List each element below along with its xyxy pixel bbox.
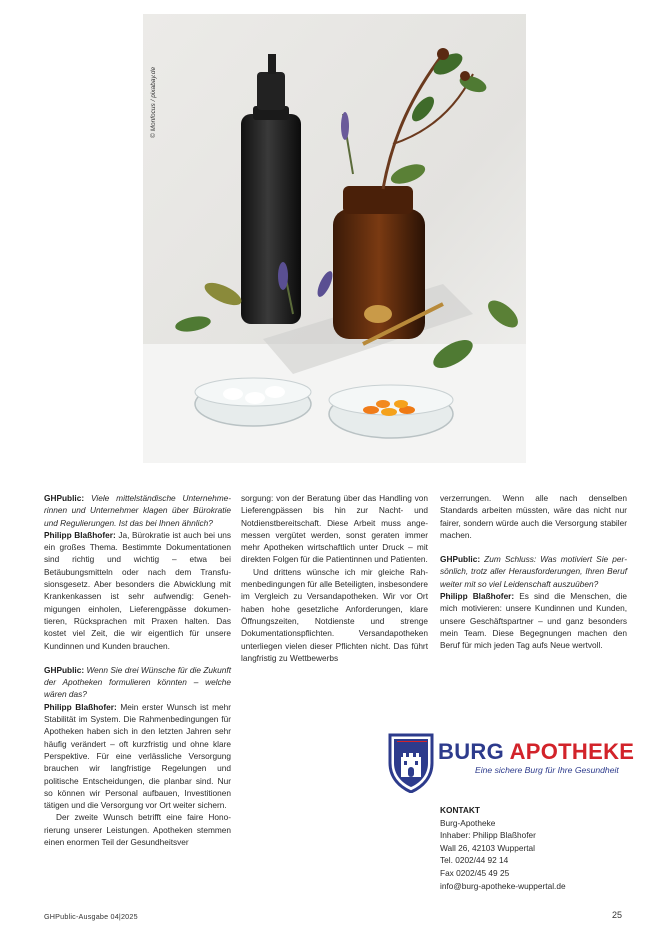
- question-3: GHPublic: Zum Schluss: Was motiviert Sie persönlich, trotz aller Herausforderungen, Ihren Beruf weiter mit so viel Leidenschaft auszuüben?: [440, 554, 627, 589]
- article-column-3: [440, 492, 627, 652]
- contact-line-email[interactable]: info@burg-apotheke-wuppertal.de: [440, 880, 566, 891]
- photo-illustration: [143, 14, 526, 463]
- brand-tagline: Eine sichere Burg für Ihre Gesundheit: [475, 765, 619, 775]
- contact-heading: KONTAKT: [440, 805, 480, 815]
- paragraph-continued-2: verzerrungen. Wenn alle nach denselben Standards arbeiten müssten, wäre das nicht nur fairer, sondern würde auch die Versorgung stabiler machen.: [440, 493, 627, 540]
- contact-line-phone: Tel. 0202/44 92 14: [440, 855, 509, 866]
- question-2: GHPublic: Wenn Sie drei Wünsche für die Zukunft der Apotheken formulieren könnten – welche wären das?: [44, 664, 231, 700]
- paragraph-continued: sorgung: von der Beratung über das Handling von Lieferengpässen bis hin zur Nacht- und Notdienstbereitschaft. Diese Arbeit muss angemessen vergütet werden, sonst geraten immer mehr Apotheken wirtschaftlich unter Druck – mit direkten Folgen für die Patientinnen und Patienten.: [241, 493, 428, 565]
- castle-shield-icon: [387, 733, 435, 793]
- answer-1: Philipp Blaßhofer: Ja, Bürokratie ist auch bei uns ein großes Thema. Bestimmte Dokumentationen sind richtig und wichtig – etwa bei Betäubungsmitteln oder nach dem Transfusionsgesetz. Aber besonders die Abwicklung mit Krankenkassen ist sehr aufwendig: Genehmigungen einholen, Lieferengpässe dokumentieren, Rücksprachen mit Praxen halten. Das kostet viel Zeit, die wir eigentlich für unsere Kundinnen und Kunden brauchen.: [44, 529, 231, 651]
- article-column-2: [241, 492, 428, 664]
- contact-line-name: Burg-Apotheke: [440, 817, 496, 828]
- question-1: GHPublic: Viele mittelständische Unternehmerinnen und Unternehmer klagen über Bürokratie und Regulierungen. Ist das bei Ihnen ähnlich?: [44, 493, 231, 528]
- contact-line-fax: Fax 0202/45 49 25: [440, 867, 510, 878]
- brand-name: BURG APOTHEKE: [438, 739, 635, 764]
- photo-credit: © Monfocus / pixabay.de: [150, 66, 157, 138]
- answer-2: Philipp Blaßhofer: Mein erster Wunsch ist mehr Stabilität im System. Die Rahmenbedingungen für Apotheken haben sich in den letzten Jahren sehr häufig verändert – oft kurzfristig und ohne klare Perspektive. Für eine verlässliche Versorgung brauchen wir langfristige Regelungen und politische Entscheidungen, die planbar sind. Nur so können wir Personal aufbauen, Investitionen tätigen und die Versorgung vor Ort weiter sichern.: [44, 701, 231, 811]
- article-photo: [143, 14, 526, 463]
- contact-line-address: Wall 26, 42103 Wuppertal: [440, 842, 536, 853]
- contact-line-owner: Inhaber: Philipp Blaßhofer: [440, 830, 536, 841]
- contact-block: [440, 804, 566, 892]
- footer-issue: GHPublic-Ausgabe 04|2025: [44, 912, 138, 921]
- article-column-1: [44, 492, 231, 848]
- paragraph-third-wish: Und drittens wünsche ich mir gleiche Rahmenbedingungen für alle Beteiligten, insbesondere im Vergleich zu Versandapotheken. Wir vor Ort haben hohe gesetzliche Anforderungen, klare Öffnungszeiten, Notdienste und strenge Dokumentationspflichten. Versandapotheken unterliegen vielen dieser Pflichten nicht. Das führt langfristig zu Wettbewerbs: [241, 566, 428, 663]
- answer-3: Philipp Blaßhofer: Es sind die Menschen, die mich motivieren: unsere Kundinnen und Kunden, unsere Geschäftspartner – und ganz besonders mein Team. Diese Begegnungen machen den Beruf für mich jeden Tag aufs Neue wertvoll.: [440, 591, 627, 651]
- page-number: 25: [612, 910, 623, 920]
- paragraph-second-wish: Der zweite Wunsch betrifft eine faire Honorierung unserer Leistungen. Apotheken stemmen einen enormen Teil der Gesundheitsver: [44, 812, 231, 848]
